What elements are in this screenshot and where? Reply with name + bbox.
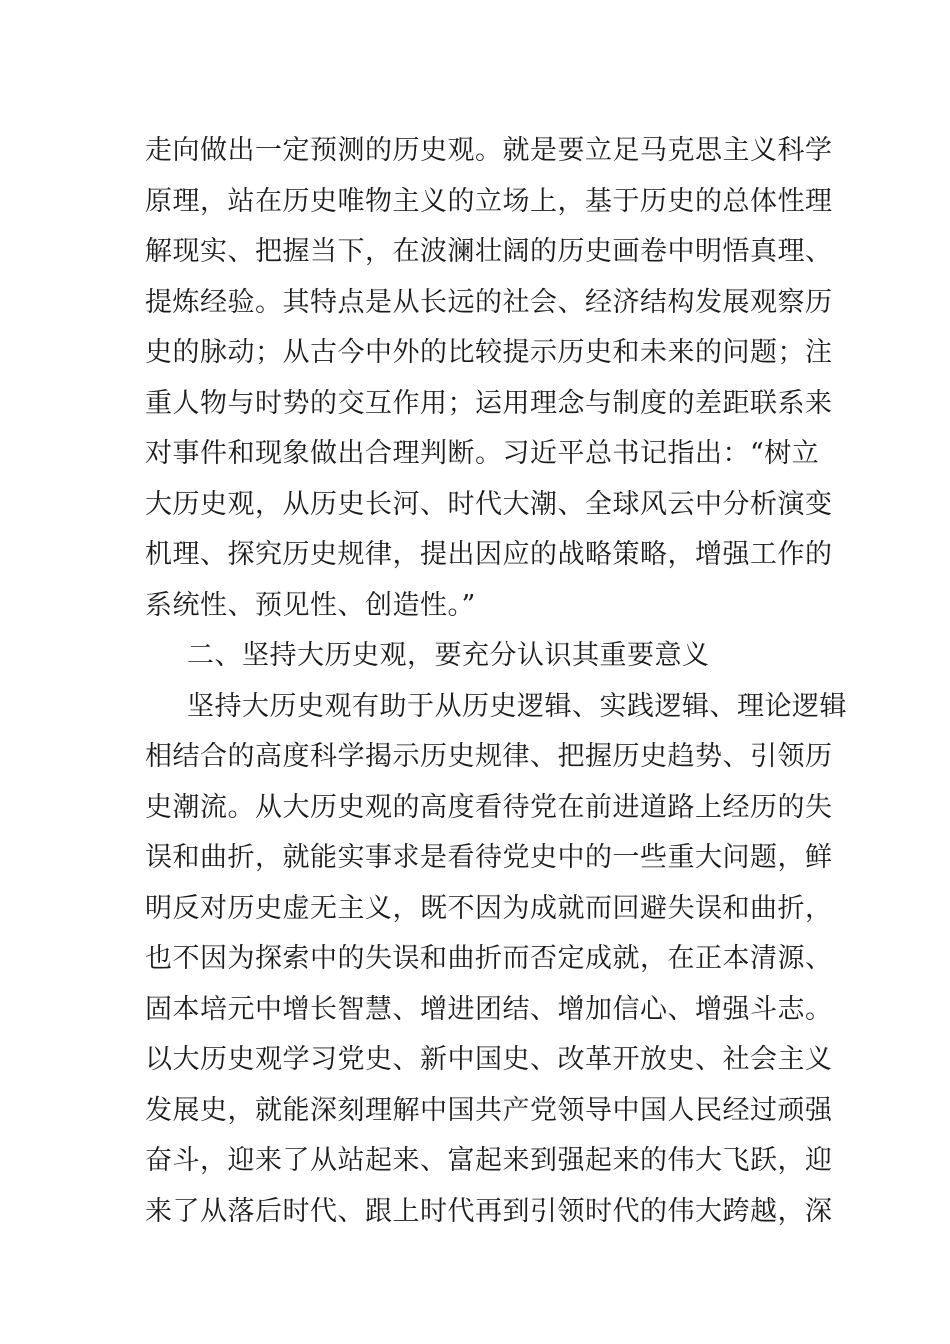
- text-line: 史的脉动；从古今中外的比较提示历史和未来的问题；注: [145, 337, 833, 368]
- text-line: 系统性、预见性、创造性。”: [145, 589, 476, 621]
- text-line: 机理、探究历史规律，提出因应的战略策略，增强工作的: [145, 539, 833, 570]
- text-line: 对事件和现象做出合理判断。习近平总书记指出：“树立: [145, 438, 820, 469]
- section-heading: 二、坚持大历史观，要充分认识其重要意义: [187, 640, 710, 671]
- text-line: 来了从落后时代、跟上时代再到引领时代的伟大跨越，深: [145, 1195, 833, 1227]
- text-line: 提炼经验。其特点是从长远的社会、经济结构发展观察历: [145, 286, 833, 318]
- text-line: 解现实、把握当下，在波澜壮阔的历史画卷中明悟真理、: [145, 236, 833, 267]
- text-line: 走向做出一定预测的历史观。就是要立足马克思主义科学: [145, 135, 833, 166]
- text-line: 原理，站在历史唯物主义的立场上，基于历史的总体性理: [145, 185, 833, 217]
- text-line: 大历史观，从历史长河、时代大潮、全球风云中分析演变: [145, 488, 833, 520]
- text-line: 重人物与时势的交互作用；运用理念与制度的差距联系来: [145, 387, 833, 419]
- text-line: 固本培元中增长智慧、增进团结、增加信心、增强斗志。: [145, 993, 833, 1025]
- text-line: 发展史，就能深刻理解中国共产党领导中国人民经过顽强: [145, 1094, 833, 1126]
- text-line: 误和曲折，就能实事求是看待党史中的一些重大问题，鲜: [145, 842, 833, 873]
- text-line: 以大历史观学习党史、新中国史、改革开放史、社会主义: [145, 1044, 833, 1075]
- text-line: 相结合的高度科学揭示历史规律、把握历史趋势、引领历: [145, 741, 833, 772]
- paragraph-first-line: 坚持大历史观有助于从历史逻辑、实践逻辑、理论逻辑: [187, 690, 847, 722]
- text-line: 明反对历史虚无主义，既不因为成就而回避失误和曲折，: [145, 892, 833, 924]
- text-line: 史潮流。从大历史观的高度看待党在前进道路上经历的失: [145, 791, 833, 823]
- text-line: 奋斗，迎来了从站起来、富起来到强起来的伟大飞跃，迎: [145, 1145, 833, 1176]
- text-line: 也不因为探索中的失误和曲折而否定成就，在正本清源、: [145, 943, 833, 974]
- body-text: [145, 126, 847, 1237]
